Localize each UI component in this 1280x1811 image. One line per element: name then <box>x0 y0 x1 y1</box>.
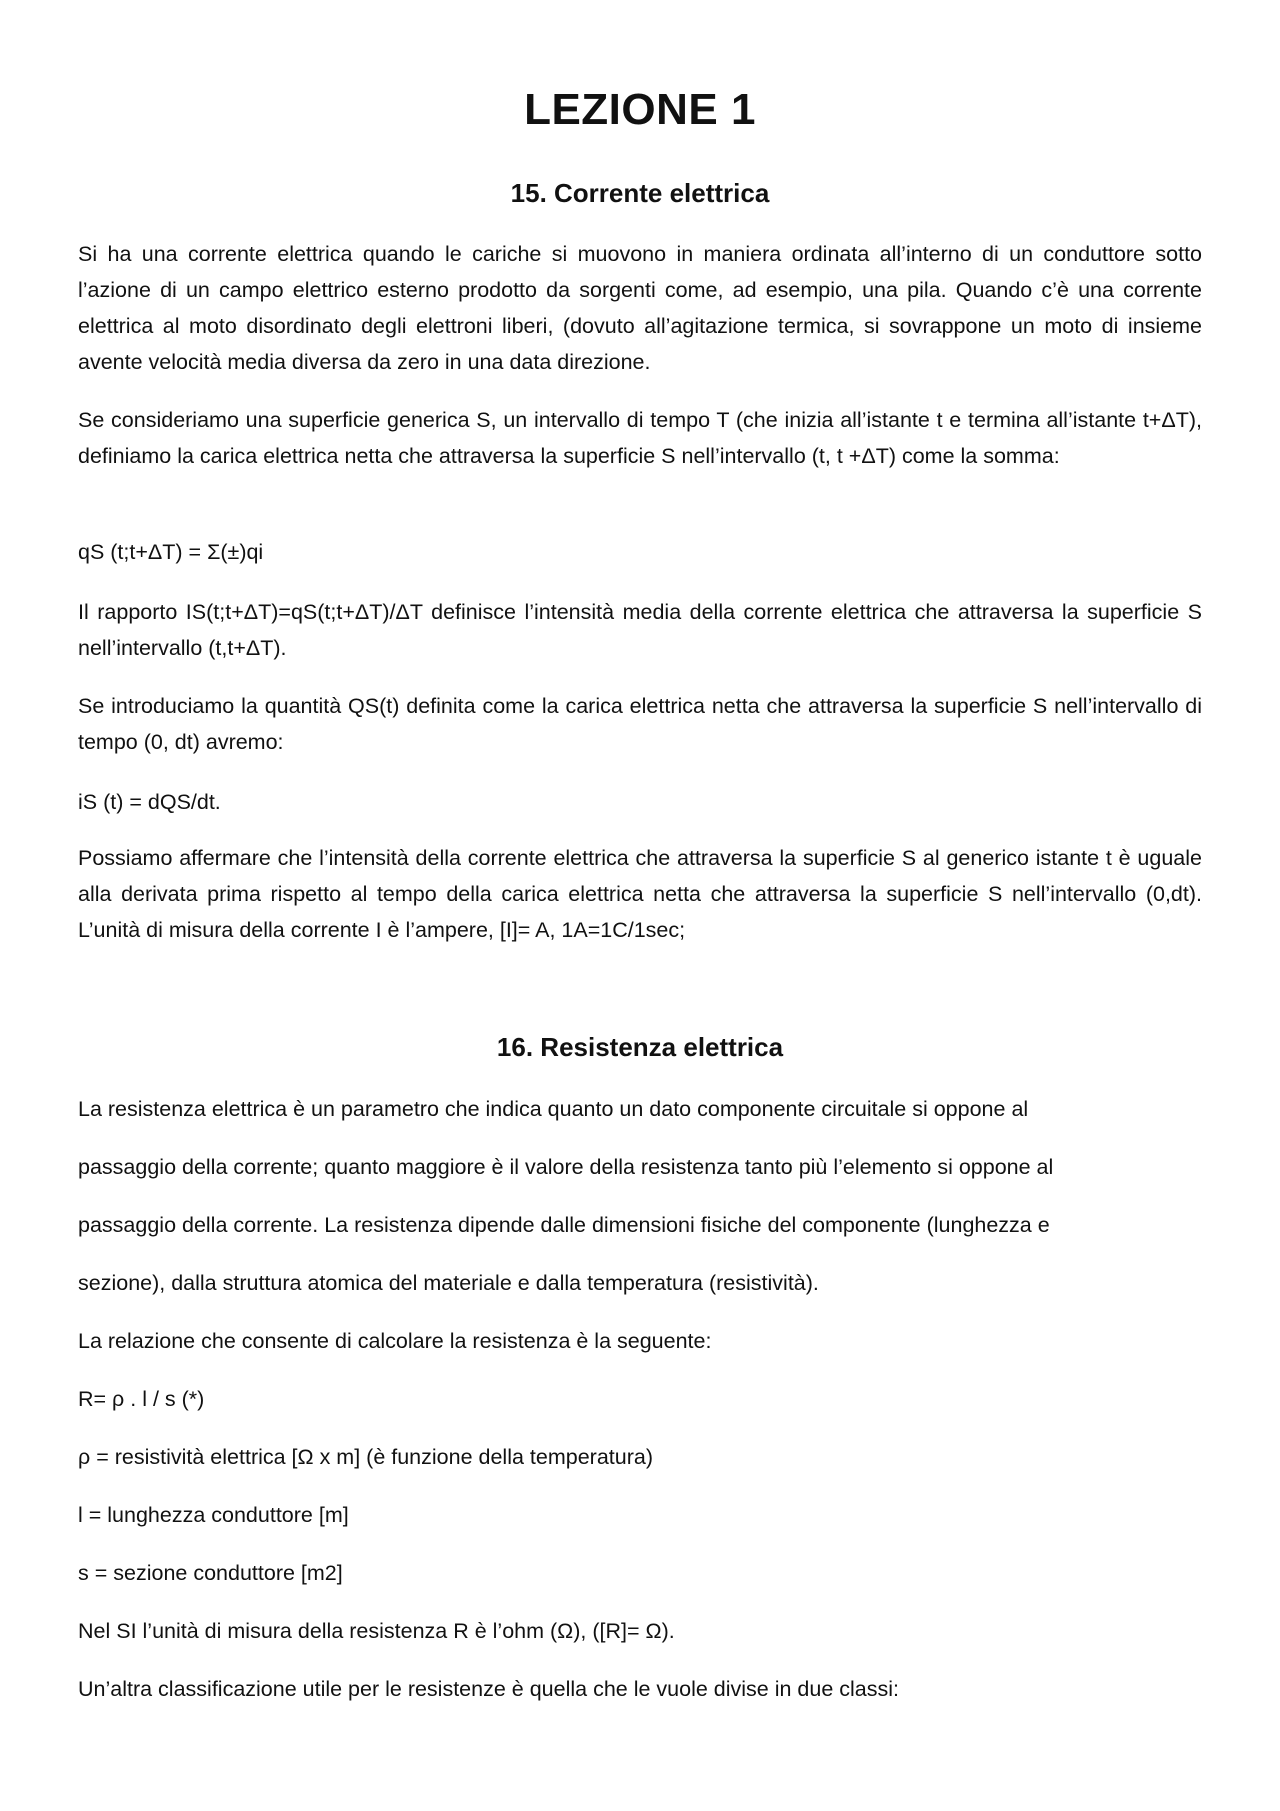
section-15-paragraph-1: Si ha una corrente elettrica quando le cariche si muovono in maniera ordinata all’interno di un conduttore sotto l’azione di un campo elettrico esterno prodotto da sorgenti come, ad esempio, una pila. Quando c’è una corrente elettrica al moto disordinato degli elettroni liberi, (dovuto all’agitazione termica, si sovrappone un moto di insieme avente velocità media diversa da zero in una data direzione. <box>78 242 1202 374</box>
section-15-paragraph-3: Il rapporto IS(t;t+ΔT)=qS(t;t+ΔT)/ΔT definisce l’intensità media della corrente elettrica che attraversa la superficie S nell’intervallo (t,t+ΔT). <box>78 600 1202 660</box>
section-15-paragraph-2: Se consideriamo una superficie generica S, un intervallo di tempo T (che inizia all’istante t e termina all’istante t+ΔT), definiamo la carica elettrica netta che attraversa la superficie S nell’intervallo (t, t +ΔT) come la somma: <box>78 408 1202 468</box>
page-title: LEZIONE 1 <box>524 85 756 134</box>
section-16-line: passaggio della corrente. La resistenza dipende dalle dimensioni fisiche del componente (lunghezza e <box>78 1213 1050 1237</box>
section-16-formula-resistance: R= ρ . l / s (*) <box>78 1387 205 1411</box>
section-16-line: Un’altra classificazione utile per le resistenze è quella che le vuole divise in due classi: <box>78 1677 900 1701</box>
section-15-formula-charge: qS (t;t+ΔT) = Σ(±)qi <box>78 540 264 564</box>
section-16-line: Nel SI l’unità di misura della resistenza R è l’ohm (Ω), ([R]= Ω). <box>78 1619 675 1643</box>
section-15-paragraph-5: Possiamo affermare che l’intensità della corrente elettrica che attraversa la superficie S al generico istante t è uguale alla derivata prima rispetto al tempo della carica elettrica netta che attraversa la superficie S nell’intervallo (0,dt). L’unità di misura della corrente I è l’ampere, [I]= A, 1A=1C/1sec; <box>78 846 1202 942</box>
section-15-heading: 15. Corrente elettrica <box>510 178 770 208</box>
section-16-line: La relazione che consente di calcolare la resistenza è la seguente: <box>78 1329 712 1353</box>
section-16-heading: 16. Resistenza elettrica <box>496 1032 784 1062</box>
section-16-line: sezione), dalla struttura atomica del materiale e dalla temperatura (resistività). <box>78 1271 819 1295</box>
section-16-definition-length: l = lunghezza conduttore [m] <box>78 1503 349 1527</box>
section-16-definition-resistivity: ρ = resistività elettrica [Ω x m] (è funzione della temperatura) <box>78 1445 653 1469</box>
section-15-paragraph-4: Se introduciamo la quantità QS(t) definita come la carica elettrica netta che attraversa la superficie S nell’intervallo di tempo (0, dt) avremo: <box>78 694 1202 754</box>
section-16-definition-section: s = sezione conduttore [m2] <box>78 1561 343 1585</box>
section-16-line: passaggio della corrente; quanto maggiore è il valore della resistenza tanto più l’elemento si oppone al <box>78 1155 1054 1179</box>
section-15-formula-current: iS (t) = dQS/dt. <box>78 790 221 814</box>
section-16-line: La resistenza elettrica è un parametro che indica quanto un dato componente circuitale si oppone al <box>78 1097 1029 1121</box>
